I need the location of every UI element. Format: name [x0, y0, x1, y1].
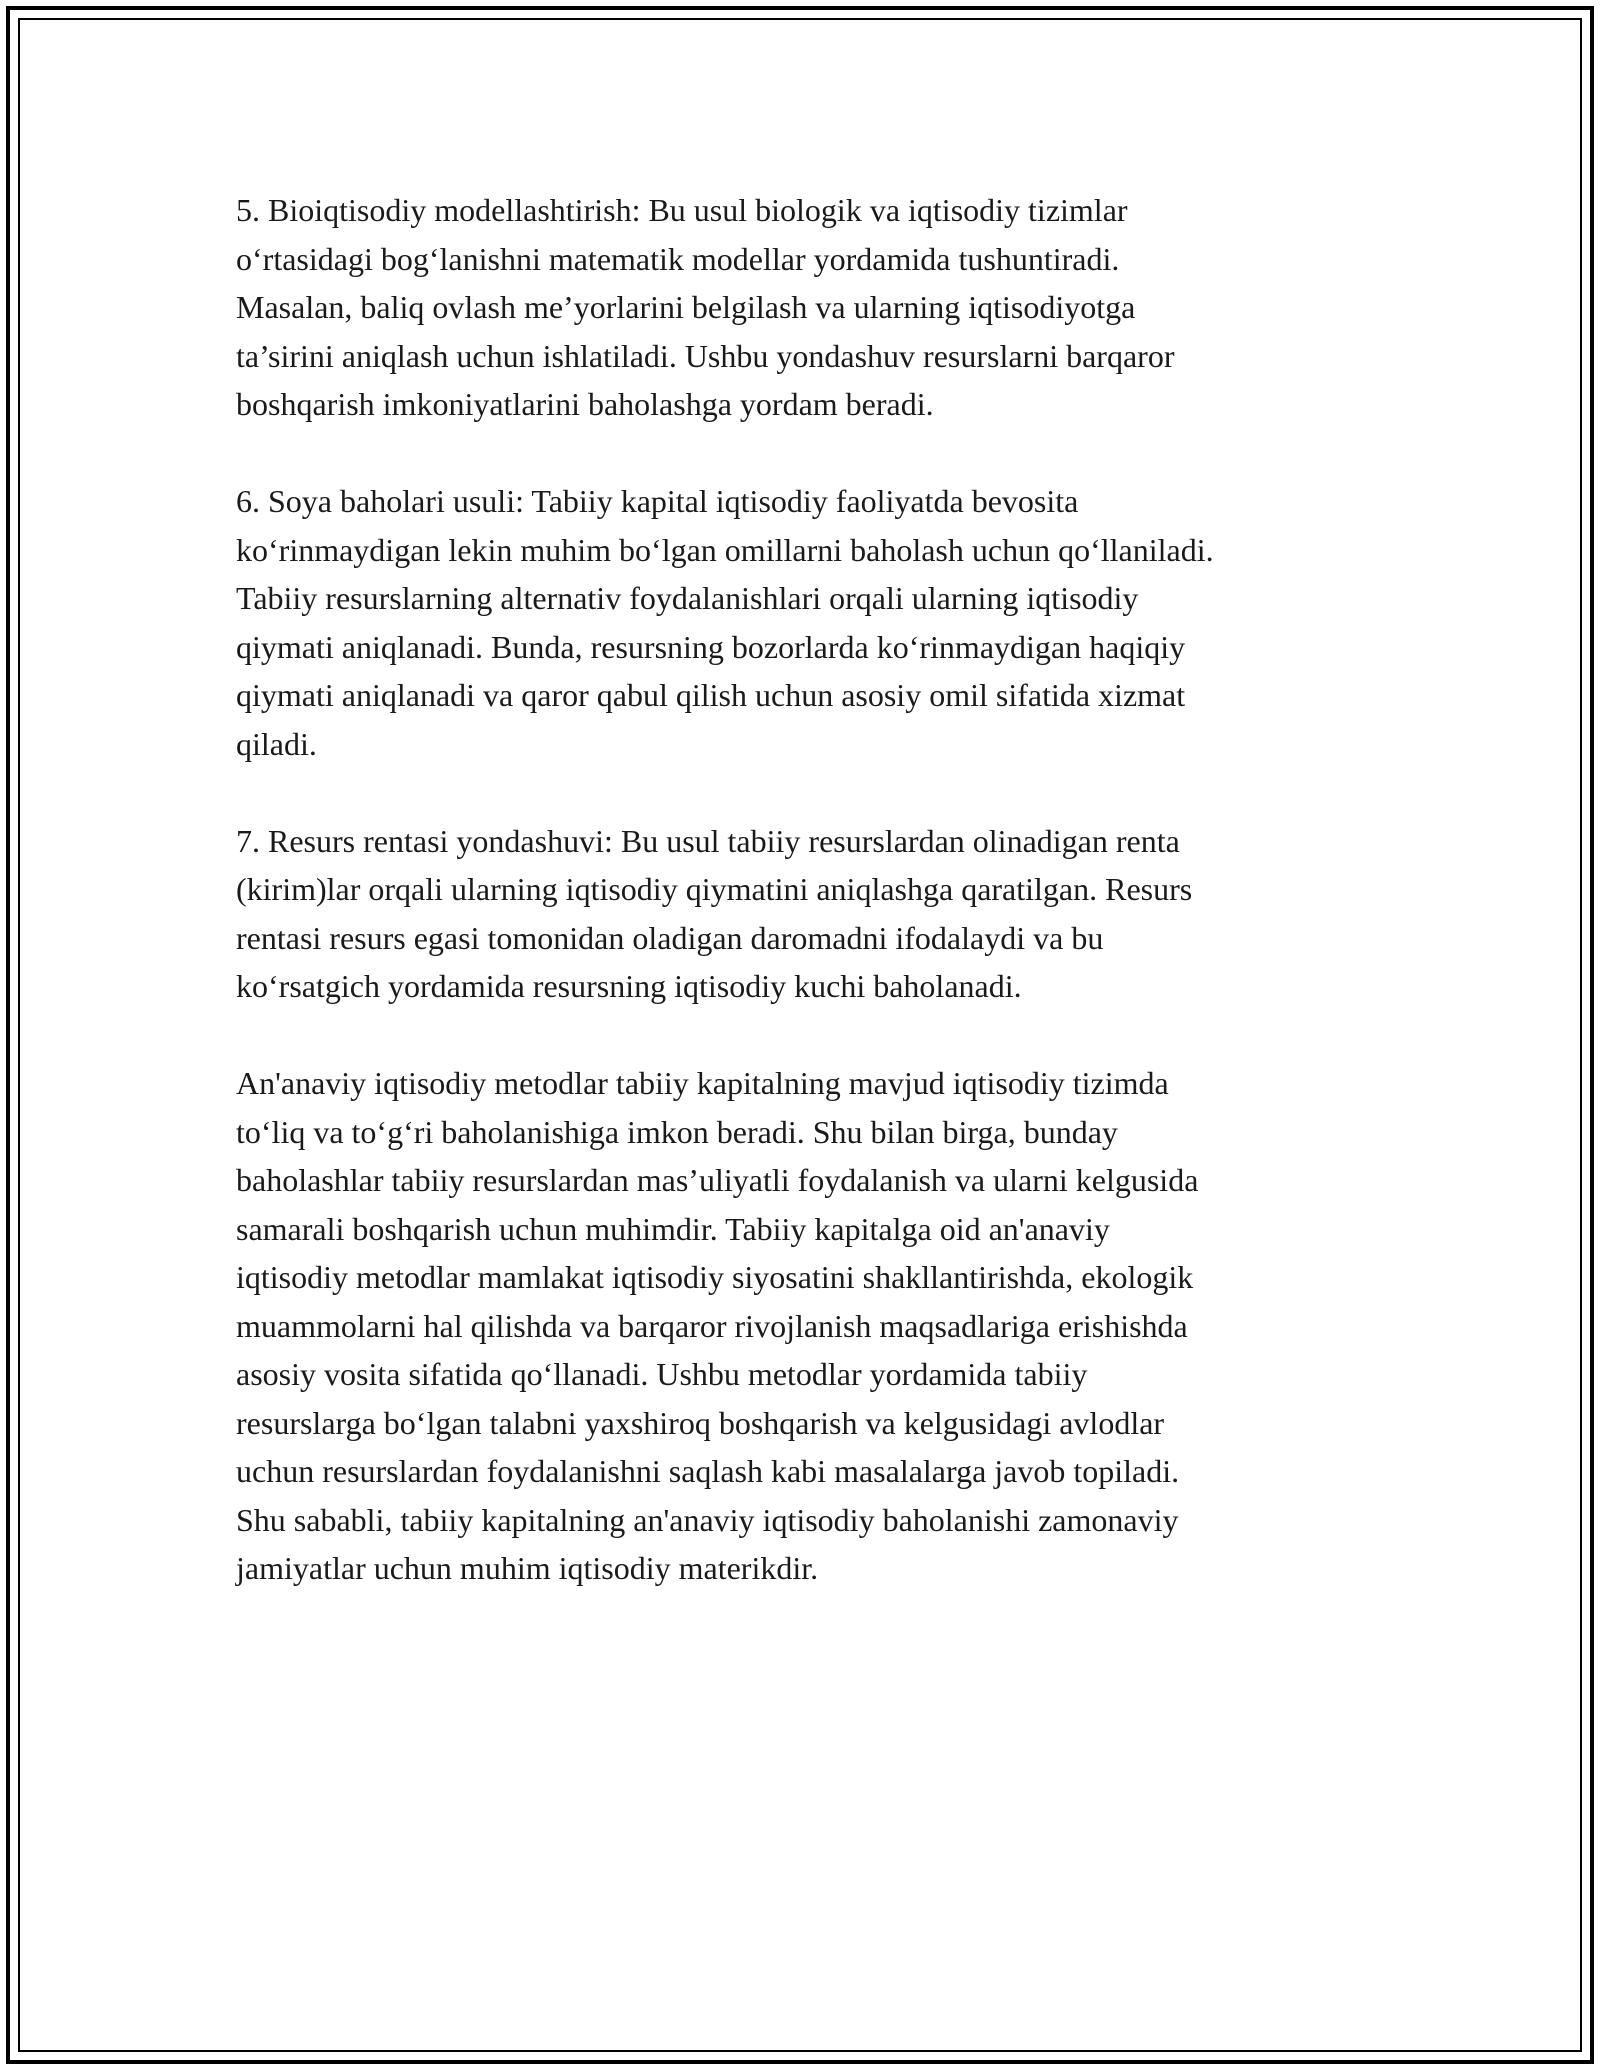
text-line: Shu sababli, tabiiy kapitalning an'anaviy iqtisodiy baholanishi zamonaviy	[236, 1501, 1179, 1538]
text-line: baholashlar tabiiy resurslardan mas’uliyatli foydalanish va ularni kelgusida	[236, 1162, 1199, 1198]
text-line: o‘rtasidagi bog‘lanishni matematik modellar yordamida tushuntiradi.	[236, 240, 1120, 277]
paragraph-bioeconomic-modeling	[236, 186, 1376, 429]
text-line: Masalan, baliq ovlash me’yorlarini belgilash va ularning iqtisodiyotga	[236, 289, 1136, 325]
text-line: 7. Resurs rentasi yondashuvi: Bu usul tabiiy resurslardan olinadigan renta	[236, 822, 1180, 859]
text-line: ko‘rinmaydigan lekin muhim bo‘lgan omillarni baholash uchun qo‘llaniladi.	[236, 531, 1214, 568]
text-line: samarali boshqarish uchun muhimdir. Tabiiy kapitalga oid an'anaviy	[236, 1210, 1110, 1247]
text-line: qiymati aniqlanadi va qaror qabul qilish uchun asosiy omil sifatida xizmat	[236, 677, 1186, 713]
paragraph-conclusion	[236, 1059, 1376, 1593]
text-line: resurslarga bo‘lgan talabni yaxshiroq boshqarish va kelgusidagi avlodlar	[236, 1404, 1165, 1441]
paragraph-resource-rent	[236, 817, 1376, 1011]
text-line: qiymati aniqlanadi. Bunda, resursning bozorlarda ko‘rinmaydigan haqiqiy	[236, 628, 1186, 665]
text-line: 6. Soya baholari usuli: Tabiiy kapital iqtisodiy faoliyatda bevosita	[236, 483, 1079, 519]
paragraph-shadow-prices	[236, 477, 1376, 768]
text-line: ko‘rsatgich yordamida resursning iqtisodiy kuchi baholanadi.	[236, 968, 1022, 1004]
text-line: to‘liq va to‘g‘ri baholanishiga imkon beradi. Shu bilan birga, bunday	[236, 1113, 1118, 1150]
text-line: (kirim)lar orqali ularning iqtisodiy qiymatini aniqlashga qaratilgan. Resurs	[236, 871, 1193, 907]
document-body	[236, 186, 1376, 1641]
text-line: qiladi.	[236, 725, 317, 762]
text-line: An'anaviy iqtisodiy metodlar tabiiy kapitalning mavjud iqtisodiy tizimda	[236, 1065, 1169, 1101]
text-line: asosiy vosita sifatida qo‘llanadi. Ushbu metodlar yordamida tabiiy	[236, 1356, 1088, 1392]
text-line: muammolarni hal qilishda va barqaror rivojlanish maqsadlariga erishishda	[236, 1307, 1188, 1344]
text-line: rentasi resurs egasi tomonidan oladigan daromadni ifodalaydi va bu	[236, 919, 1104, 956]
text-line: jamiyatlar uchun muhim iqtisodiy materikdir.	[236, 1550, 819, 1586]
text-line: Tabiiy resurslarning alternativ foydalanishlari orqali ularning iqtisodiy	[236, 580, 1139, 616]
text-line: ta’sirini aniqlash uchun ishlatiladi. Ushbu yondashuv resurslarni barqaror	[236, 337, 1175, 374]
text-line: iqtisodiy metodlar mamlakat iqtisodiy siyosatini shakllantirishda, ekologik	[236, 1259, 1194, 1295]
text-line: uchun resurslardan foydalanishni saqlash kabi masalalarga javob topiladi.	[236, 1453, 1180, 1489]
text-line: boshqarish imkoniyatlarini baholashga yordam beradi.	[236, 386, 934, 422]
text-line: 5. Bioiqtisodiy modellashtirish: Bu usul biologik va iqtisodiy tizimlar	[236, 192, 1128, 228]
